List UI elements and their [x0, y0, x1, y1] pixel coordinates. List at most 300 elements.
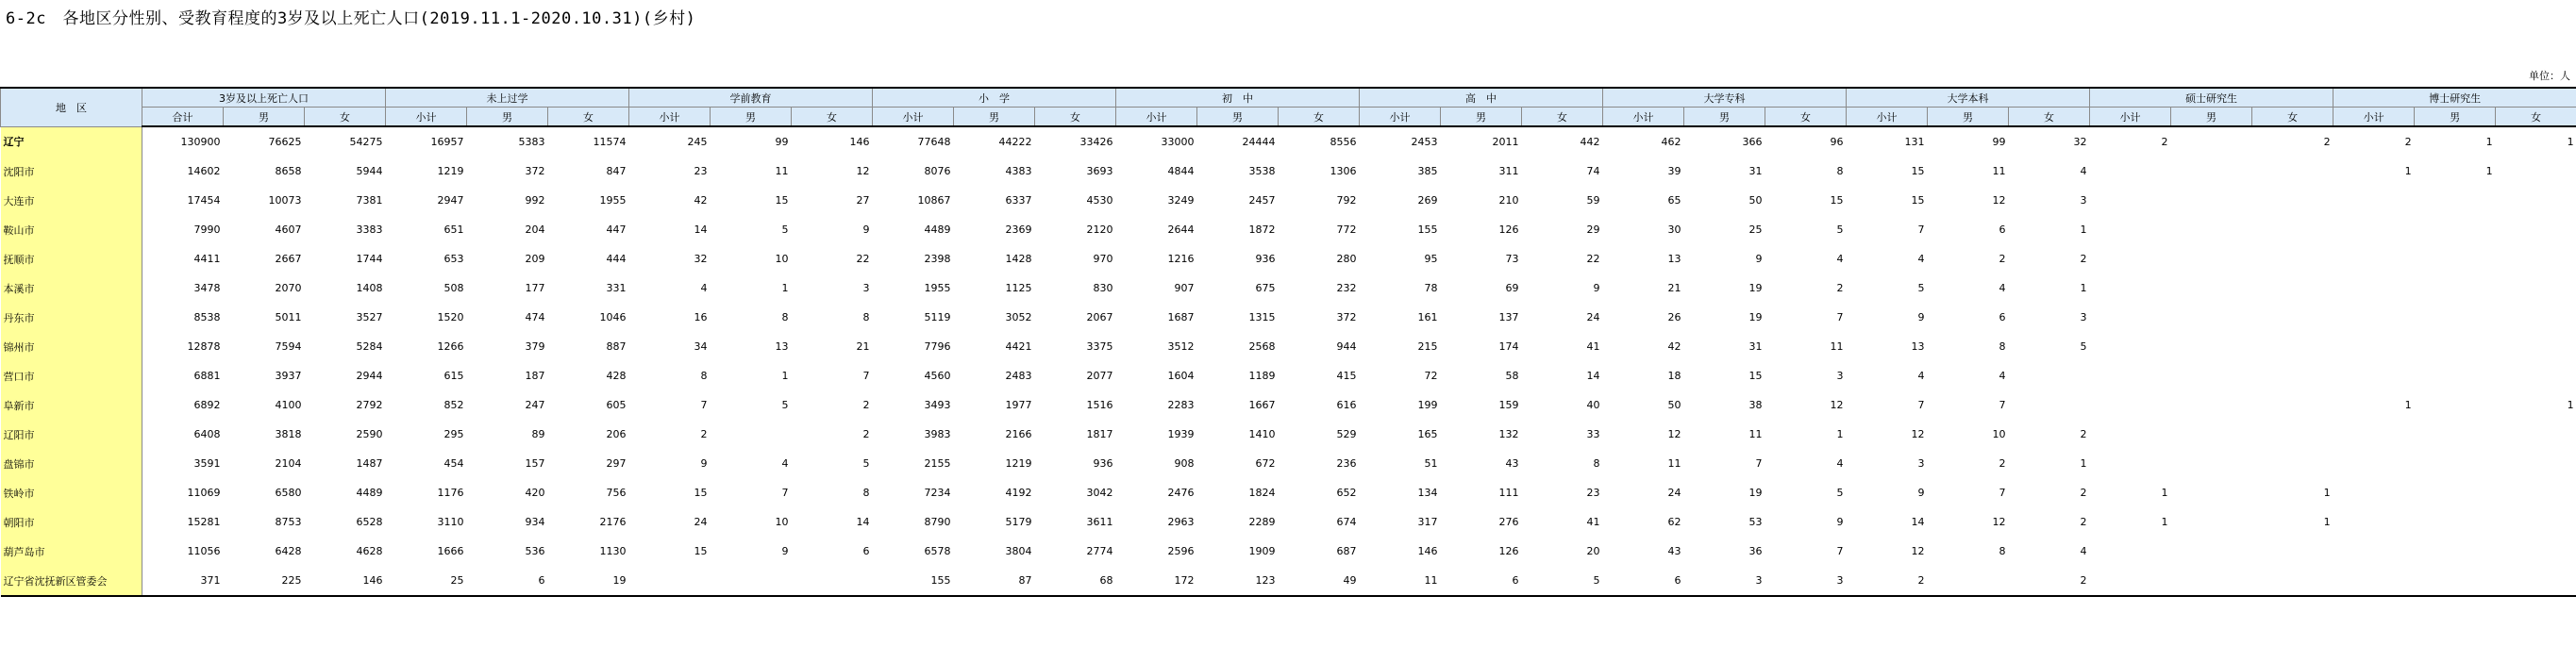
value-cell: 14: [1911, 516, 1925, 528]
value-cell: [2252, 361, 2333, 390]
value-cell: 474: [525, 311, 545, 323]
value-cell: 24: [1586, 311, 1600, 323]
value-cell: 134: [1417, 487, 1438, 499]
value-cell: 3042: [1086, 487, 1113, 499]
value-cell: [2333, 566, 2415, 596]
value-cell: 5119: [924, 311, 951, 323]
value-cell: 42: [1667, 340, 1681, 353]
value-cell: 187: [525, 370, 545, 382]
group-header: 3岁及以上死亡人口: [142, 88, 386, 108]
value-cell: 8: [700, 370, 708, 382]
value-cell: 4: [1999, 370, 2006, 382]
region-cell: 盘锦市: [1, 449, 142, 478]
value-cell: 24: [1667, 487, 1681, 499]
table-title: 6-2c 各地区分性别、受教育程度的3岁及以上死亡人口(2019.11.1-2020.10.31)(乡村): [6, 9, 696, 28]
table-row: [1, 126, 2576, 157]
value-cell: 1667: [1248, 399, 1276, 411]
value-cell: 157: [525, 457, 545, 470]
value-cell: 69: [1505, 282, 1519, 294]
value-cell: 43: [1505, 457, 1519, 470]
group-header: 初 中: [1116, 88, 1360, 108]
value-cell: 1: [2080, 282, 2087, 294]
value-cell: 379: [525, 340, 545, 353]
table-row: [1, 537, 2576, 566]
value-cell: 7: [1836, 311, 1844, 323]
value-cell: 5: [1836, 487, 1844, 499]
value-cell: 3983: [924, 428, 951, 440]
value-cell: 8556: [1330, 136, 1357, 148]
region-cell: 葫芦岛市: [1, 537, 142, 566]
value-cell: 33426: [1079, 136, 1113, 148]
group-header: 小 学: [873, 88, 1116, 108]
value-cell: 4: [2080, 545, 2087, 557]
value-cell: 6: [1999, 224, 2006, 236]
value-cell: 5: [862, 457, 870, 470]
value-cell: 26: [1667, 311, 1681, 323]
value-cell: 50: [1667, 399, 1681, 411]
sub-header: 小计: [629, 108, 711, 127]
value-cell: 126: [1498, 224, 1519, 236]
value-cell: 4: [1836, 253, 1844, 265]
value-cell: 1: [1836, 428, 1844, 440]
value-cell: 10: [775, 253, 789, 265]
value-cell: 8790: [924, 516, 951, 528]
value-cell: 371: [142, 566, 224, 596]
value-cell: 14: [856, 516, 870, 528]
value-cell: 3: [1684, 566, 1765, 596]
value-cell: 1909: [1248, 545, 1276, 557]
value-cell: 1046: [599, 311, 627, 323]
value-cell: 8: [862, 311, 870, 323]
value-cell: 132: [1498, 428, 1519, 440]
value-cell: 16: [694, 311, 708, 323]
value-cell: 24444: [1242, 136, 1276, 148]
value-cell: 2: [2404, 136, 2412, 148]
value-cell: [629, 566, 711, 596]
value-cell: 10: [775, 516, 789, 528]
value-cell: 23: [1586, 487, 1600, 499]
value-cell: 24: [694, 516, 708, 528]
value-cell: 159: [1498, 399, 1519, 411]
sub-header: 女: [2009, 108, 2090, 127]
value-cell: [2496, 361, 2576, 390]
value-cell: [2090, 157, 2171, 186]
value-cell: 1744: [356, 253, 383, 265]
value-cell: 2947: [437, 194, 464, 207]
value-cell: [2496, 332, 2576, 361]
value-cell: 14: [694, 224, 708, 236]
value-cell: [2252, 566, 2333, 596]
sub-header: 男: [954, 108, 1035, 127]
value-cell: 2067: [1086, 311, 1113, 323]
value-cell: 2: [1999, 457, 2006, 470]
value-cell: 9: [1593, 282, 1600, 294]
value-cell: 29: [1586, 224, 1600, 236]
value-cell: [2333, 361, 2415, 390]
value-cell: 2: [2080, 428, 2087, 440]
value-cell: [2496, 537, 2576, 566]
value-cell: [2496, 420, 2576, 449]
value-cell: [2090, 361, 2171, 390]
value-cell: 605: [606, 399, 627, 411]
value-cell: 21: [1667, 282, 1681, 294]
value-cell: 2944: [356, 370, 383, 382]
value-cell: 3383: [356, 224, 383, 236]
sub-header: 小计: [1847, 108, 1928, 127]
table-row: [1, 507, 2576, 537]
value-cell: 89: [531, 428, 545, 440]
value-cell: 907: [1174, 282, 1195, 294]
value-cell: 4: [700, 282, 708, 294]
value-cell: 9: [781, 545, 789, 557]
value-cell: 2: [2080, 253, 2087, 265]
value-cell: [2171, 566, 2252, 596]
value-cell: 6580: [275, 487, 302, 499]
value-cell: 1125: [1005, 282, 1032, 294]
value-cell: 1410: [1248, 428, 1276, 440]
value-cell: 1189: [1248, 370, 1276, 382]
value-cell: 3493: [924, 399, 951, 411]
value-cell: 1: [2404, 165, 2412, 177]
sub-header: 女: [548, 108, 629, 127]
value-cell: 247: [525, 399, 545, 411]
value-cell: 232: [1336, 282, 1357, 294]
sub-header: 男: [1441, 108, 1522, 127]
value-cell: [2496, 244, 2576, 273]
value-cell: 99: [775, 136, 789, 148]
value-cell: 2: [2009, 566, 2090, 596]
sub-header: 女: [305, 108, 386, 127]
value-cell: 5011: [275, 311, 302, 323]
region-cell: 辽宁省沈抚新区管委会: [1, 566, 142, 596]
value-cell: 137: [1498, 311, 1519, 323]
sub-header: 男: [1684, 108, 1765, 127]
value-cell: 11: [1360, 566, 1441, 596]
value-cell: [792, 566, 873, 596]
value-cell: 756: [606, 487, 627, 499]
value-cell: [2333, 507, 2415, 537]
value-cell: 41: [1586, 516, 1600, 528]
value-cell: 6337: [1005, 194, 1032, 207]
value-cell: 366: [1742, 136, 1763, 148]
sub-header: 小计: [1360, 108, 1441, 127]
value-cell: 4421: [1005, 340, 1032, 353]
value-cell: 14: [1586, 370, 1600, 382]
value-cell: [2171, 420, 2252, 449]
value-cell: 3: [1836, 370, 1844, 382]
value-cell: 40: [1586, 399, 1600, 411]
value-cell: 225: [224, 566, 305, 596]
value-cell: 934: [525, 516, 545, 528]
value-cell: 3937: [275, 370, 302, 382]
region-cell: 营口市: [1, 361, 142, 390]
value-cell: 385: [1417, 165, 1438, 177]
value-cell: [2333, 215, 2415, 244]
value-cell: 59: [1586, 194, 1600, 207]
value-cell: 2120: [1086, 224, 1113, 236]
value-cell: 15: [1830, 194, 1844, 207]
region-cell: 丹东市: [1, 303, 142, 332]
table-body: [1, 126, 2576, 596]
value-cell: [2090, 244, 2171, 273]
region-cell: 鞍山市: [1, 215, 142, 244]
value-cell: 8: [1593, 457, 1600, 470]
value-cell: [2415, 244, 2496, 273]
value-cell: 34: [694, 340, 708, 353]
value-cell: 44222: [998, 136, 1032, 148]
value-cell: 8658: [275, 165, 302, 177]
value-cell: [2252, 537, 2333, 566]
table-row: [1, 273, 2576, 303]
sub-header: 男: [1928, 108, 2009, 127]
value-cell: [2252, 186, 2333, 215]
value-cell: 6881: [193, 370, 221, 382]
value-cell: 2: [1847, 566, 1928, 596]
table-row: [1, 361, 2576, 390]
value-cell: [2333, 332, 2415, 361]
value-cell: 331: [606, 282, 627, 294]
value-cell: 1130: [599, 545, 627, 557]
region-cell: 沈阳市: [1, 157, 142, 186]
value-cell: [2252, 273, 2333, 303]
value-cell: 1: [2161, 516, 2168, 528]
value-cell: 1666: [437, 545, 464, 557]
value-cell: [2496, 507, 2576, 537]
value-cell: 99: [1992, 136, 2006, 148]
value-cell: 1824: [1248, 487, 1276, 499]
value-cell: 444: [606, 253, 627, 265]
value-cell: 9: [700, 457, 708, 470]
value-cell: [2252, 157, 2333, 186]
value-cell: 4560: [924, 370, 951, 382]
table-row: [1, 303, 2576, 332]
value-cell: 7381: [356, 194, 383, 207]
value-cell: 2176: [599, 516, 627, 528]
value-cell: [2171, 478, 2252, 507]
value-cell: 4: [1917, 370, 1925, 382]
group-header: 大学本科: [1847, 88, 2090, 108]
group-header: 博士研究生: [2333, 88, 2576, 108]
value-cell: [2009, 361, 2090, 390]
value-cell: 3249: [1167, 194, 1195, 207]
value-cell: 15: [694, 545, 708, 557]
sub-header: 小计: [2090, 108, 2171, 127]
value-cell: [2333, 537, 2415, 566]
sub-header: 女: [1765, 108, 1847, 127]
value-cell: 1176: [437, 487, 464, 499]
value-cell: 9: [1836, 516, 1844, 528]
value-cell: 2: [862, 399, 870, 411]
value-cell: [2333, 449, 2415, 478]
value-cell: 51: [1424, 457, 1438, 470]
value-cell: 65: [1667, 194, 1681, 207]
value-cell: 2483: [1005, 370, 1032, 382]
value-cell: 3527: [356, 311, 383, 323]
header-sub-row: [1, 108, 2576, 127]
value-cell: 3: [2080, 311, 2087, 323]
table-row: [1, 449, 2576, 478]
value-cell: 1: [2080, 457, 2087, 470]
value-cell: 2: [2323, 136, 2331, 148]
value-cell: [2171, 215, 2252, 244]
value-cell: 215: [1417, 340, 1438, 353]
sub-header: 女: [1035, 108, 1116, 127]
value-cell: 7594: [275, 340, 302, 353]
value-cell: 8753: [275, 516, 302, 528]
value-cell: 4: [1999, 282, 2006, 294]
value-cell: 8: [1999, 340, 2006, 353]
value-cell: 3804: [1005, 545, 1032, 557]
value-cell: 7: [700, 399, 708, 411]
value-cell: 16957: [430, 136, 464, 148]
value-cell: 4: [781, 457, 789, 470]
group-header: 未上过学: [386, 88, 629, 108]
value-cell: [2415, 537, 2496, 566]
value-cell: 4: [1917, 253, 1925, 265]
value-cell: 2: [862, 428, 870, 440]
value-cell: 4530: [1086, 194, 1113, 207]
value-cell: 653: [443, 253, 464, 265]
value-cell: 11: [1992, 165, 2006, 177]
value-cell: 4628: [356, 545, 383, 557]
value-cell: 4844: [1167, 165, 1195, 177]
sub-header: 合计: [142, 108, 224, 127]
value-cell: 62: [1667, 516, 1681, 528]
sub-header: 小计: [1603, 108, 1684, 127]
region-cell: 锦州市: [1, 332, 142, 361]
value-cell: 161: [1417, 311, 1438, 323]
value-cell: 49: [1279, 566, 1360, 596]
value-cell: 3: [1917, 457, 1925, 470]
region-cell: 朝阳市: [1, 507, 142, 537]
value-cell: [711, 566, 792, 596]
value-cell: 210: [1498, 194, 1519, 207]
value-cell: 2369: [1005, 224, 1032, 236]
value-cell: 372: [525, 165, 545, 177]
value-cell: 9: [1917, 487, 1925, 499]
value-cell: 2476: [1167, 487, 1195, 499]
value-cell: 30: [1667, 224, 1681, 236]
value-cell: [2333, 186, 2415, 215]
value-cell: 126: [1498, 545, 1519, 557]
value-cell: 317: [1417, 516, 1438, 528]
value-cell: [2171, 361, 2252, 390]
value-cell: 5: [2080, 340, 2087, 353]
value-cell: 2: [1836, 282, 1844, 294]
value-cell: 19: [1748, 311, 1763, 323]
value-cell: 4: [2080, 165, 2087, 177]
value-cell: 87: [954, 566, 1035, 596]
value-cell: 39: [1667, 165, 1681, 177]
value-cell: [2333, 244, 2415, 273]
value-cell: 1977: [1005, 399, 1032, 411]
value-cell: 72: [1424, 370, 1438, 382]
value-cell: 245: [687, 136, 708, 148]
value-cell: 14602: [187, 165, 221, 177]
value-cell: 31: [1748, 340, 1763, 353]
value-cell: 146: [849, 136, 870, 148]
value-cell: 2: [2080, 516, 2087, 528]
value-cell: 15: [1911, 165, 1925, 177]
value-cell: 1: [2485, 136, 2493, 148]
value-cell: 15: [775, 194, 789, 207]
value-cell: 68: [1035, 566, 1116, 596]
value-cell: 20: [1586, 545, 1600, 557]
value-cell: 3512: [1167, 340, 1195, 353]
value-cell: 616: [1336, 399, 1357, 411]
value-cell: 77648: [917, 136, 951, 148]
sub-header: 小计: [386, 108, 467, 127]
value-cell: 22: [1586, 253, 1600, 265]
value-cell: 7: [781, 487, 789, 499]
value-cell: 12: [856, 165, 870, 177]
value-cell: 944: [1336, 340, 1357, 353]
value-cell: 6: [1603, 566, 1684, 596]
value-cell: [2496, 566, 2576, 596]
value-cell: [2171, 303, 2252, 332]
region-cell: 本溪市: [1, 273, 142, 303]
value-cell: [2252, 332, 2333, 361]
value-cell: 95: [1424, 253, 1438, 265]
value-cell: [2415, 449, 2496, 478]
value-cell: 672: [1255, 457, 1276, 470]
table-row: [1, 215, 2576, 244]
value-cell: 1216: [1167, 253, 1195, 265]
value-cell: 174: [1498, 340, 1519, 353]
value-cell: 27: [856, 194, 870, 207]
value-cell: 447: [606, 224, 627, 236]
value-cell: [2496, 157, 2576, 186]
table-row: [1, 186, 2576, 215]
unit-label: 单位：人: [2529, 70, 2570, 82]
value-cell: [2171, 449, 2252, 478]
value-cell: 236: [1336, 457, 1357, 470]
value-cell: 1604: [1167, 370, 1195, 382]
value-cell: 428: [606, 370, 627, 382]
value-cell: 1516: [1086, 399, 1113, 411]
value-cell: 4489: [356, 487, 383, 499]
value-cell: 177: [525, 282, 545, 294]
value-cell: 1955: [924, 282, 951, 294]
value-cell: 11574: [593, 136, 627, 148]
value-cell: [2090, 566, 2171, 596]
value-cell: [2496, 273, 2576, 303]
value-cell: 33000: [1161, 136, 1195, 148]
value-cell: 10073: [268, 194, 302, 207]
sub-header: 女: [1279, 108, 1360, 127]
value-cell: 7: [1999, 399, 2006, 411]
value-cell: 54275: [349, 136, 383, 148]
region-cell: 阜新市: [1, 390, 142, 420]
region-header: 地 区: [1, 88, 142, 126]
value-cell: 53: [1748, 516, 1763, 528]
value-cell: 7: [1755, 457, 1763, 470]
table-row: [1, 390, 2576, 420]
value-cell: 772: [1336, 224, 1357, 236]
value-cell: 1: [2323, 487, 2331, 499]
value-cell: 651: [443, 224, 464, 236]
value-cell: 76625: [268, 136, 302, 148]
value-cell: 1219: [1005, 457, 1032, 470]
value-cell: 462: [1661, 136, 1681, 148]
value-cell: 21: [856, 340, 870, 353]
value-cell: 18: [1667, 370, 1681, 382]
value-cell: 41: [1586, 340, 1600, 353]
value-cell: [2415, 186, 2496, 215]
value-cell: 7: [1999, 487, 2006, 499]
value-cell: 1955: [599, 194, 627, 207]
value-cell: 2596: [1167, 545, 1195, 557]
